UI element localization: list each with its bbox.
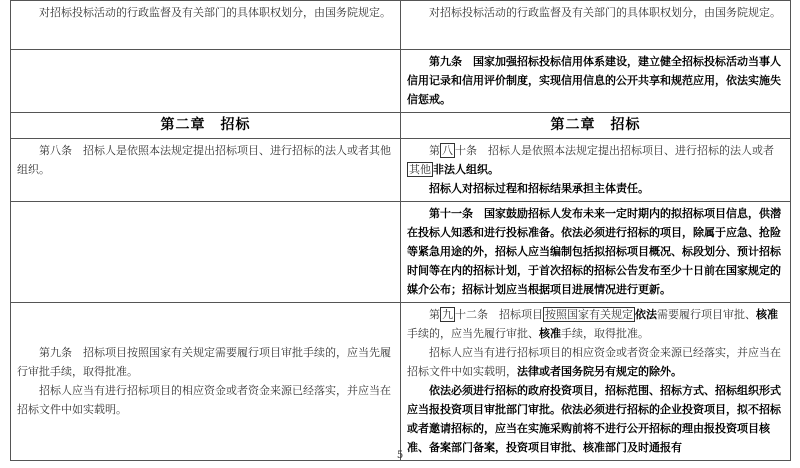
deleted-mark: 按照国家有关规定	[545, 308, 633, 321]
added-text: 核准	[756, 308, 778, 321]
text-run: 第	[429, 144, 440, 157]
table-row	[11, 139, 791, 202]
left-cell-empty	[11, 202, 401, 303]
right-cell	[401, 1, 791, 50]
right-cell	[401, 50, 791, 113]
left-cell	[11, 303, 401, 461]
text-run: 十二条 招标项目	[455, 308, 543, 321]
table-row	[11, 50, 791, 113]
paragraph: 对招标投标活动的行政监督及有关部门的具体职权划分，由国务院规定。	[39, 6, 391, 19]
deleted-mark: 九	[442, 308, 453, 321]
article-12-new	[407, 305, 784, 343]
left-cell-empty	[11, 50, 401, 113]
right-cell	[401, 202, 791, 303]
right-cell	[401, 139, 791, 202]
text-run: 手续的，应当先履行审批、	[407, 327, 539, 340]
paragraph: 招标人应当有进行招标项目的相应资金或者资金来源已经落实，并应当在招标文件中如实载明。	[17, 384, 391, 416]
text-run: 手续，取得批准。	[561, 327, 649, 340]
deleted-mark: 八	[442, 144, 453, 157]
text-run: 第	[429, 308, 440, 321]
document-page	[10, 0, 790, 454]
article-11-new: 第十一条 国家鼓励招标人发布未来一定时期内的拟招标项目信息，供潜在投标人知悉和进行投标准备。依法必须进行招标的项目，除属于应急、抢险等紧急用途的外，招标人应当编制包括拟招标项目概况、标段划分、预计招标时间等在内的招标计划，于首次招标的招标公告发布至少十日前在国家规定的媒介公布；招标计划应当根据项目进展情况进行更新。	[407, 207, 781, 296]
chapter-heading: 第二章 招标	[401, 113, 791, 139]
article-10-new	[407, 141, 784, 179]
table-row	[11, 1, 791, 50]
added-text: 非法人组织。	[433, 163, 499, 176]
page-number: 5	[396, 450, 404, 461]
article-9-new: 第九条 国家加强招标投标信用体系建设，建立健全招标投标活动当事人信用记录和信用评价制度，实现信用信息的公开共享和规范应用，依法实施失信惩戒。	[407, 55, 781, 106]
table-row	[11, 303, 791, 461]
article-8-old: 第八条 招标人是依照本法规定提出招标项目、进行招标的法人或者其他组织。	[17, 144, 391, 176]
added-text: 依法	[635, 308, 657, 321]
left-cell	[11, 139, 401, 202]
text-run: 招标人应当有进行招标项目的相应资金或者资金来源已经落实，并应当在招标文件中如实载明，	[407, 346, 781, 378]
added-text: 核准	[539, 327, 561, 340]
added-paragraph: 招标人对招标过程和招标结果承担主体责任。	[429, 182, 649, 195]
article-9-old: 第九条 招标项目按照国家有关规定需要履行项目审批手续的，应当先履行审批手续，取得批准。	[17, 346, 391, 378]
table-row	[11, 202, 791, 303]
text-run: 需要履行项目审批、	[657, 308, 756, 321]
chapter-heading: 第二章 招标	[11, 113, 401, 139]
deleted-mark: 其他	[409, 163, 431, 176]
right-cell	[401, 303, 791, 461]
text-run: 十条 招标人是依照本法规定提出招标项目、进行招标的法人或者	[455, 144, 774, 157]
paragraph: 对招标投标活动的行政监督及有关部门的具体职权划分，由国务院规定。	[429, 6, 781, 19]
paragraph	[407, 343, 784, 381]
added-paragraph: 依法必须进行招标的政府投资项目，招标范围、招标方式、招标组织形式应当报投资项目审批部门审批。依法必须进行招标的企业投资项目，拟不招标或者邀请招标的，应当在实施采购前将不进行公开招标的理由报投资项目核准、备案部门备案，投资项目审批、核准部门及时通报有	[407, 384, 781, 454]
added-text: 法律或者国务院另有规定的除外。	[517, 365, 682, 378]
chapter-row	[11, 113, 791, 139]
comparison-table	[10, 0, 791, 461]
left-cell	[11, 1, 401, 50]
